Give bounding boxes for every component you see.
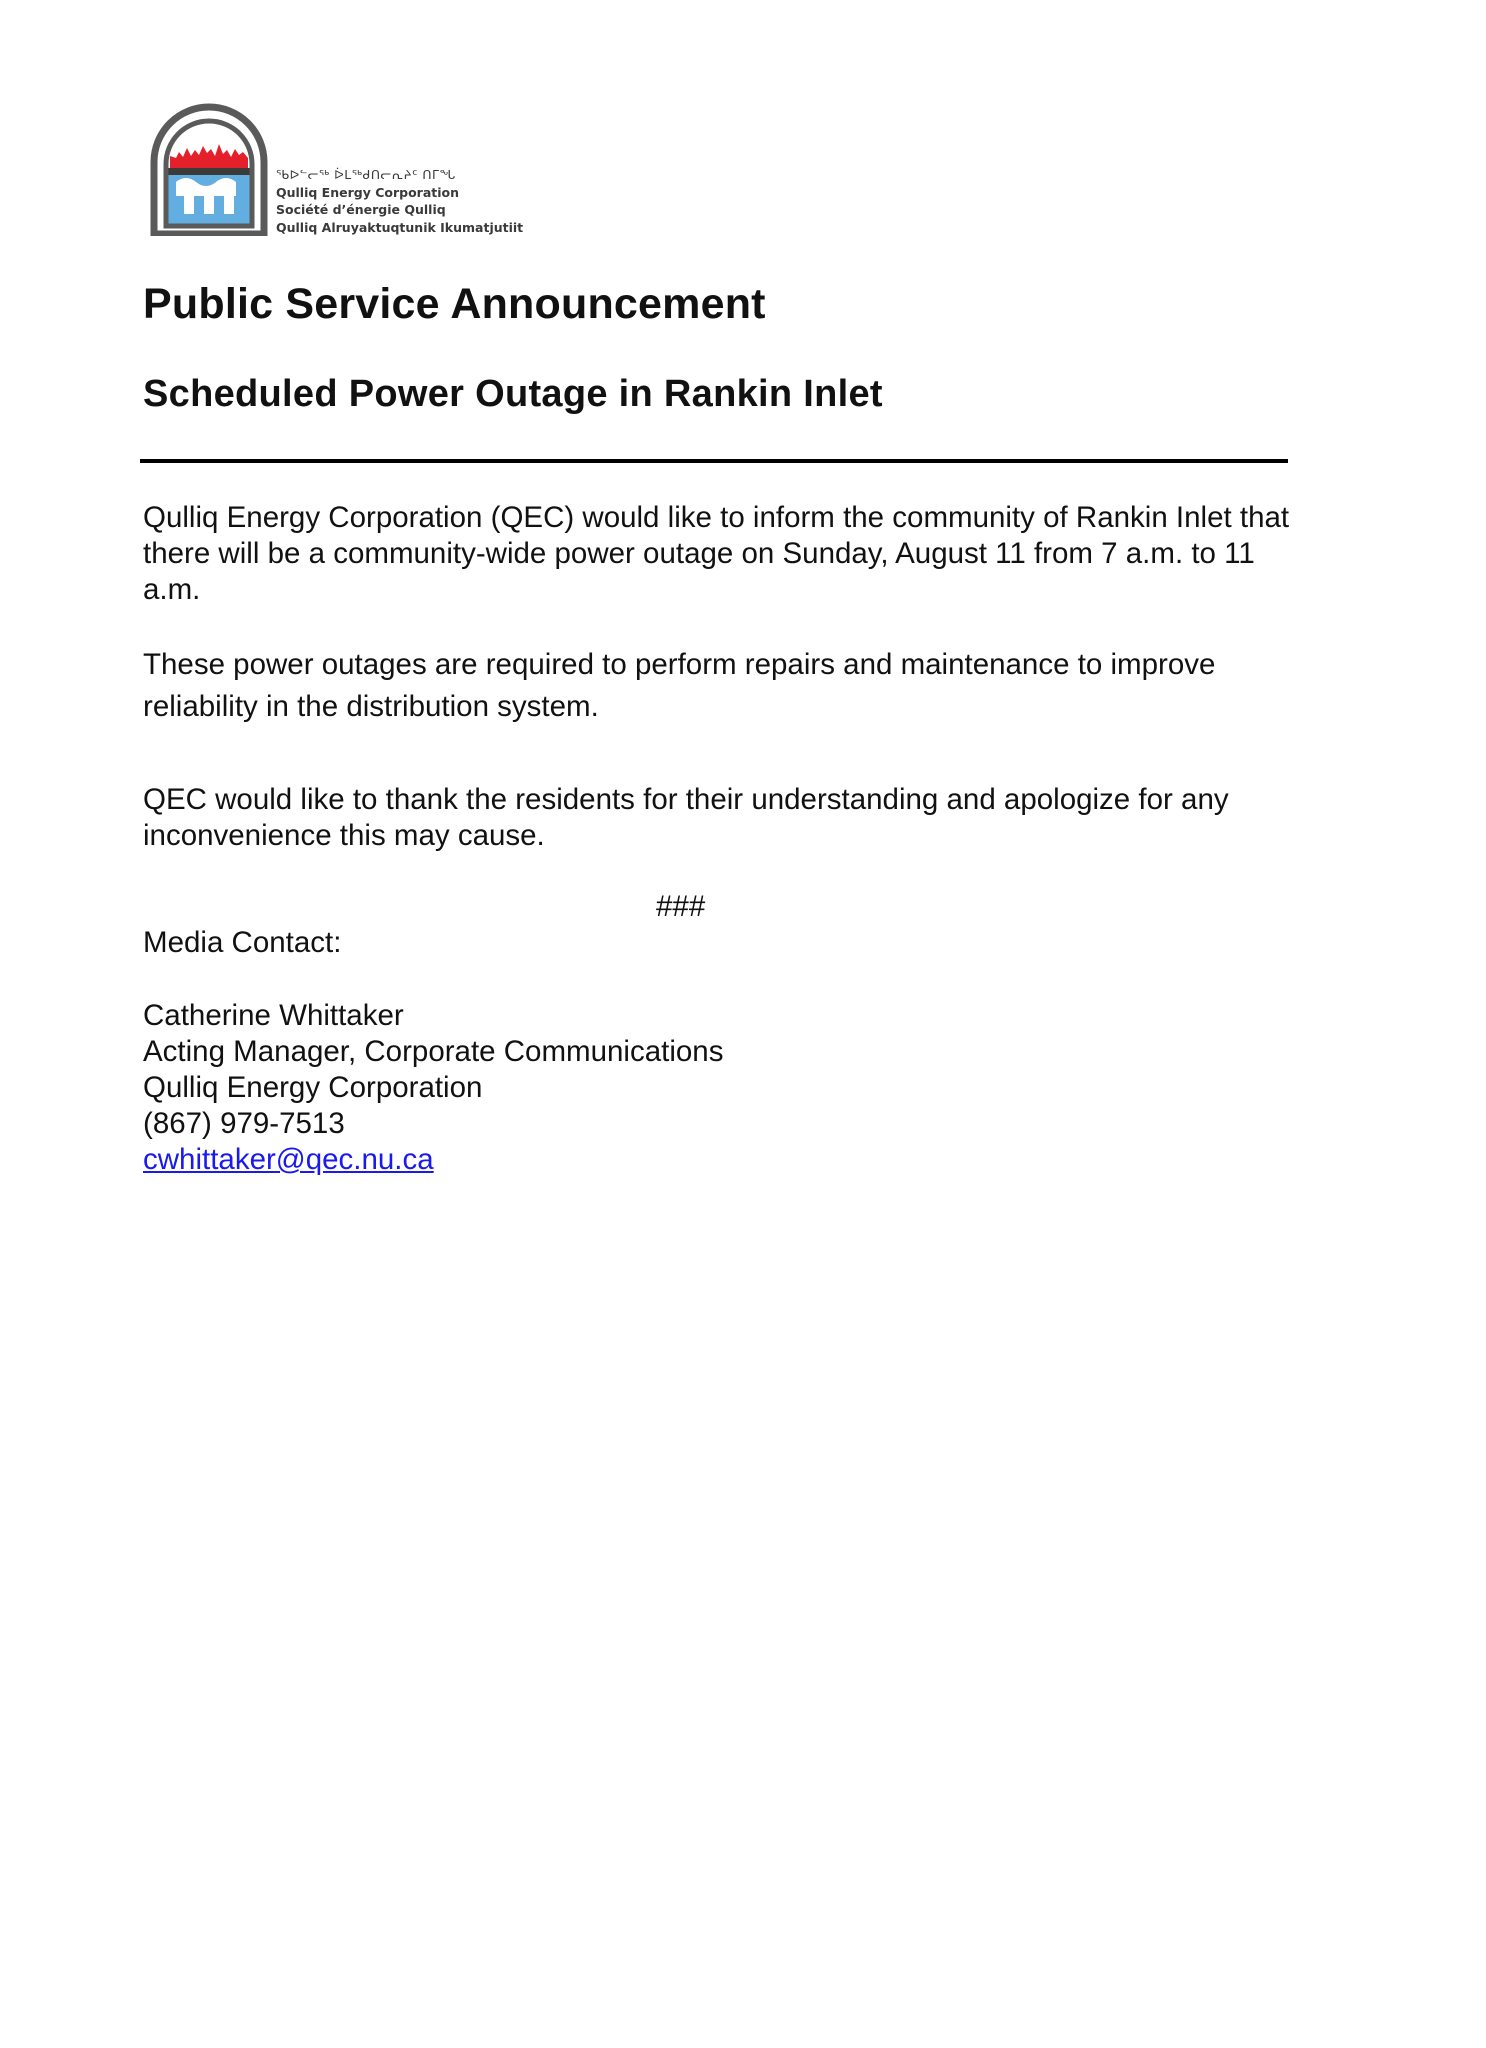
logo-wordmark [276, 166, 523, 236]
announcement-paragraph-3: QEC would like to thank the residents for their understanding and apologize for any inconvenience this may cause. [143, 783, 1229, 852]
logo-inuinnaqtun-text: Qulliq Alruyaktuqtunik Ikumatjutiit [276, 219, 524, 235]
media-contact-heading: Media Contact: [143, 926, 342, 959]
header-divider [140, 459, 1288, 463]
contact-organization: Qulliq Energy Corporation [143, 1071, 483, 1104]
contact-name: Catherine Whittaker [143, 999, 404, 1032]
contact-phone: (867) 979-7513 [143, 1107, 345, 1140]
qulliq-lamp-logo-icon [146, 100, 272, 236]
announcement-paragraph-2: These power outages are required to perform repairs and maintenance to improve reliability in the distribution system. [143, 648, 1216, 723]
contact-email-link[interactable]: cwhittaker@qec.nu.ca [143, 1143, 434, 1176]
company-logo [146, 100, 526, 240]
page-subtitle: Scheduled Power Outage in Rankin Inlet [143, 373, 883, 415]
announcement-paragraph-1: Qulliq Energy Corporation (QEC) would like to inform the community of Rankin Inlet that there will be a community-wide power outage on Sunday, August 11 from 7 a.m. to 11 a.m. [143, 501, 1290, 606]
end-of-release-marker: ### [656, 890, 706, 923]
logo-syllabics-text: ᖃᐅᓪᓕᖅ ᐆᒪᖅᑯᑎᓕᕆᔨᑦ ᑎᒥᖓ [276, 167, 456, 182]
page-title: Public Service Announcement [143, 280, 766, 328]
contact-role: Acting Manager, Corporate Communications [143, 1035, 724, 1068]
logo-english-text: Qulliq Energy Corporation [276, 184, 460, 200]
logo-french-text: Société d’énergie Qulliq [276, 202, 446, 217]
media-contact-details [143, 998, 723, 1178]
